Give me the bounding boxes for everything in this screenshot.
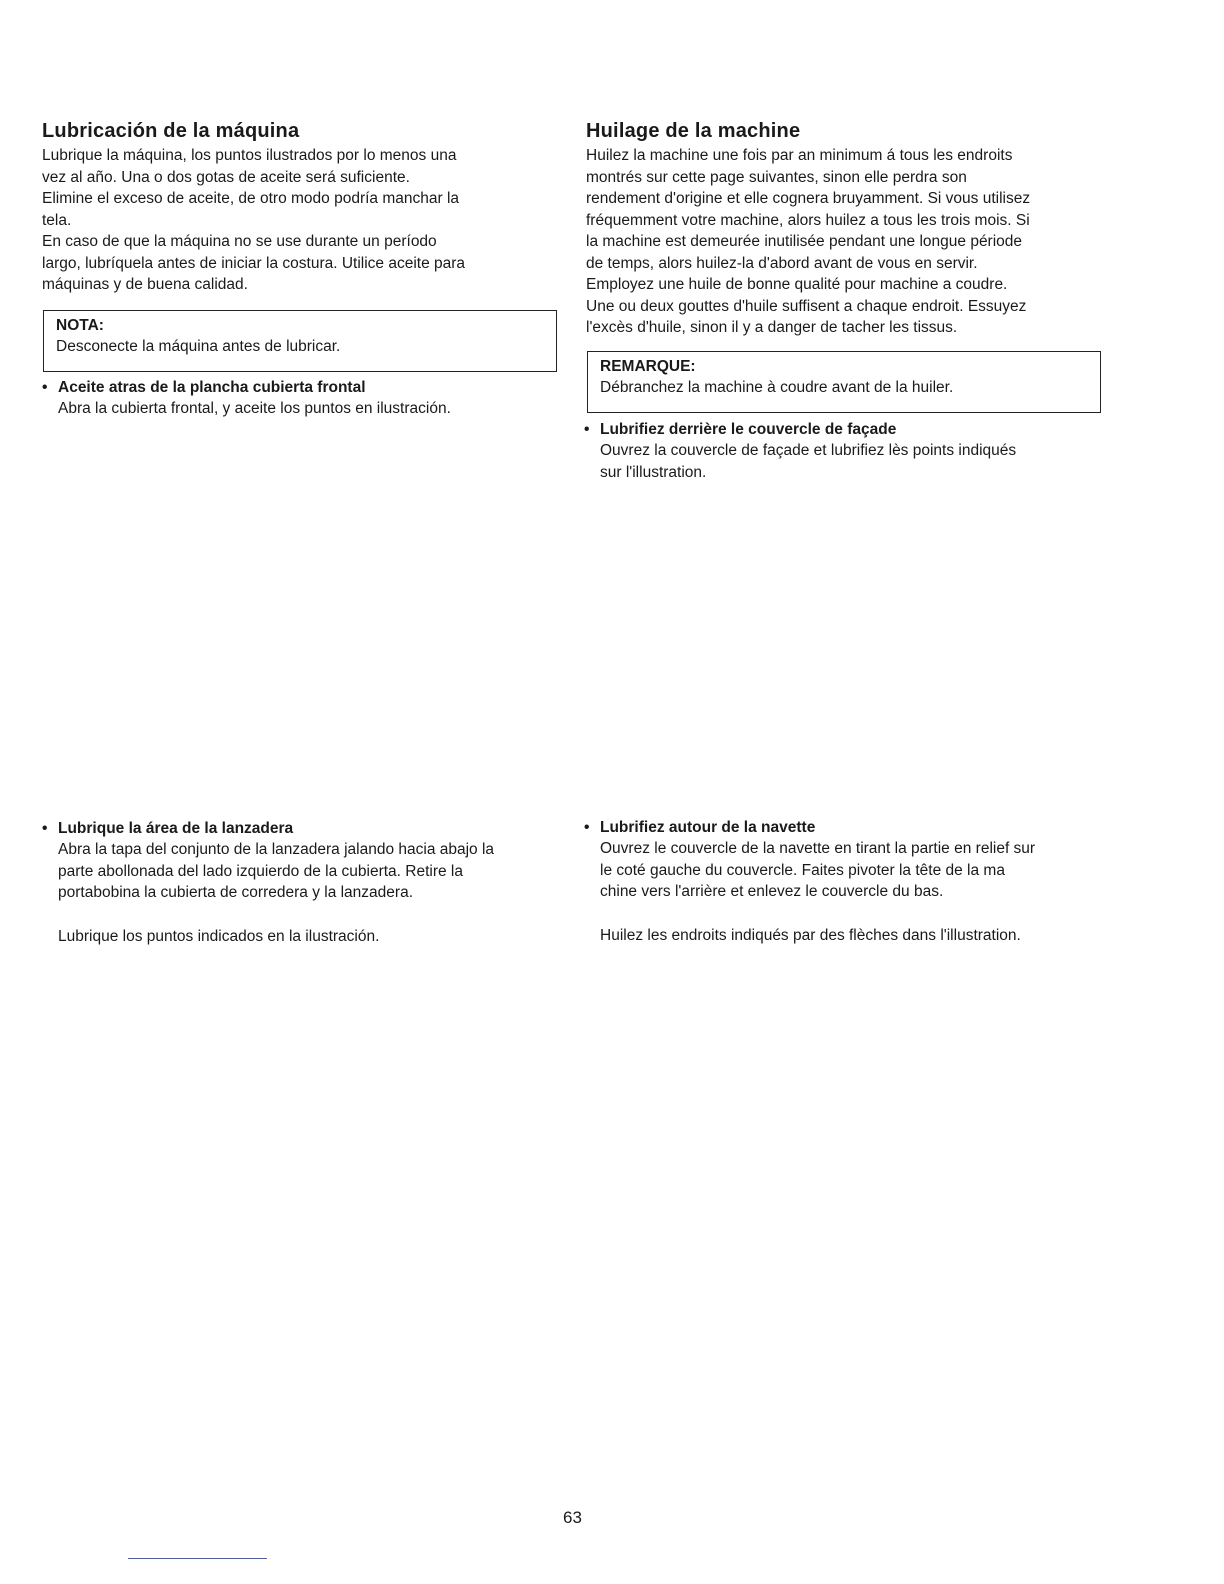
footer-rule: [128, 1558, 267, 1559]
intro-line: En caso de que la máquina no se use durante un período: [42, 233, 437, 250]
bullet-icon: •: [42, 379, 48, 396]
intro-line: rendement d'origine et elle cognera bruyamment. Si vous utilisez: [586, 190, 1031, 207]
bullet-heading: Lubrique la área de la lanzadera: [58, 820, 294, 837]
spanish-section: [42, 120, 542, 296]
intro-line: Lubrique la máquina, los puntos ilustrados por lo menos una: [42, 147, 457, 164]
bullet-text: Abra la cubierta frontal, y aceite los puntos en ilustración.: [58, 400, 451, 417]
intro-line: Une ou deux gouttes d'huile suffisent a chaque endroit. Essuyez: [586, 297, 1027, 315]
bullet-text: Abra la tapa del conjunto de la lanzadera jalando hacia abajo la: [58, 841, 495, 858]
intro-line: montrés sur cette page suivantes, sinon elle perdra son: [586, 168, 967, 186]
note-text: Débranchez la machine à coudre avant de la huiler.: [600, 379, 954, 396]
spanish-title: Lubricación de la máquina: [42, 120, 300, 142]
intro-line: máquinas y de buena calidad.: [42, 276, 248, 293]
bullet-text: Huilez les endroits indiqués par des flèches dans l'illustration.: [600, 926, 1021, 944]
bullet-text: portabobina la cubierta de corredera y la lanzadera.: [58, 884, 414, 901]
bullet-text: le coté gauche du couvercle. Faites pivoter la tête de la ma: [600, 861, 1005, 879]
intro-line: Elimine el exceso de aceite, de otro modo podría manchar la: [42, 190, 460, 207]
intro-line: fréquemment votre machine, alors huilez a tous les trois mois. Si: [586, 211, 1030, 229]
page-number: 63: [563, 1508, 582, 1527]
bullet-text: Lubrique los puntos indicados en la ilustración.: [58, 927, 380, 945]
intro-line: vez al año. Una o dos gotas de aceite será suficiente.: [42, 168, 410, 186]
bullet-icon: •: [584, 421, 590, 438]
intro-line: la machine est demeurée inutilisée pendant une longue période: [586, 233, 1023, 250]
bullet-text: Ouvrez la couvercle de façade et lubrifiez lès points indiqués: [600, 442, 1017, 459]
french-bullet-facade: [584, 419, 1104, 483]
french-note-box: [587, 351, 1101, 413]
bullet-heading: Lubrifiez derrière le couvercle de façade: [600, 421, 897, 438]
spanish-bullet-frontal: [42, 377, 542, 420]
bullet-text: chine vers l'arrière et enlevez le couvercle du bas.: [600, 883, 944, 900]
bullet-heading: Lubrifiez autour de la navette: [600, 819, 816, 836]
bullet-text: Ouvrez le couvercle de la navette en tirant la partie en relief sur: [600, 840, 1036, 857]
bullet-heading: Aceite atras de la plancha cubierta frontal: [58, 379, 366, 396]
french-section: [586, 120, 1106, 339]
note-text: Desconecte la máquina antes de lubricar.: [56, 338, 341, 355]
note-title: NOTA:: [56, 317, 104, 334]
note-title: REMARQUE:: [600, 358, 696, 375]
french-title: Huilage de la machine: [586, 120, 801, 142]
intro-line: tela.: [42, 211, 72, 229]
bullet-icon: •: [584, 819, 590, 836]
intro-line: Huilez la machine une fois par an minimum á tous les endroits: [586, 147, 1013, 164]
bullet-icon: •: [42, 820, 48, 837]
bullet-text: sur l'illustration.: [600, 463, 707, 481]
spanish-note-box: [43, 310, 557, 372]
bullet-text: parte abollonada del lado izquierdo de la cubierta. Retire la: [58, 862, 463, 880]
french-intro: [586, 145, 1106, 339]
intro-line: largo, lubríquela antes de iniciar la costura. Utilice aceite para: [42, 254, 466, 272]
intro-line: de temps, alors huilez-la d'abord avant de vous en servir.: [586, 254, 978, 272]
intro-line: l'excès d'huile, sinon il y a danger de tacher les tissus.: [586, 319, 958, 336]
french-bullet-navette: [584, 817, 1114, 946]
intro-line: Employez une huile de bonne qualité pour machine a coudre.: [586, 276, 1008, 293]
spanish-bullet-lanzadera: [42, 818, 562, 947]
spanish-intro: [42, 145, 542, 296]
